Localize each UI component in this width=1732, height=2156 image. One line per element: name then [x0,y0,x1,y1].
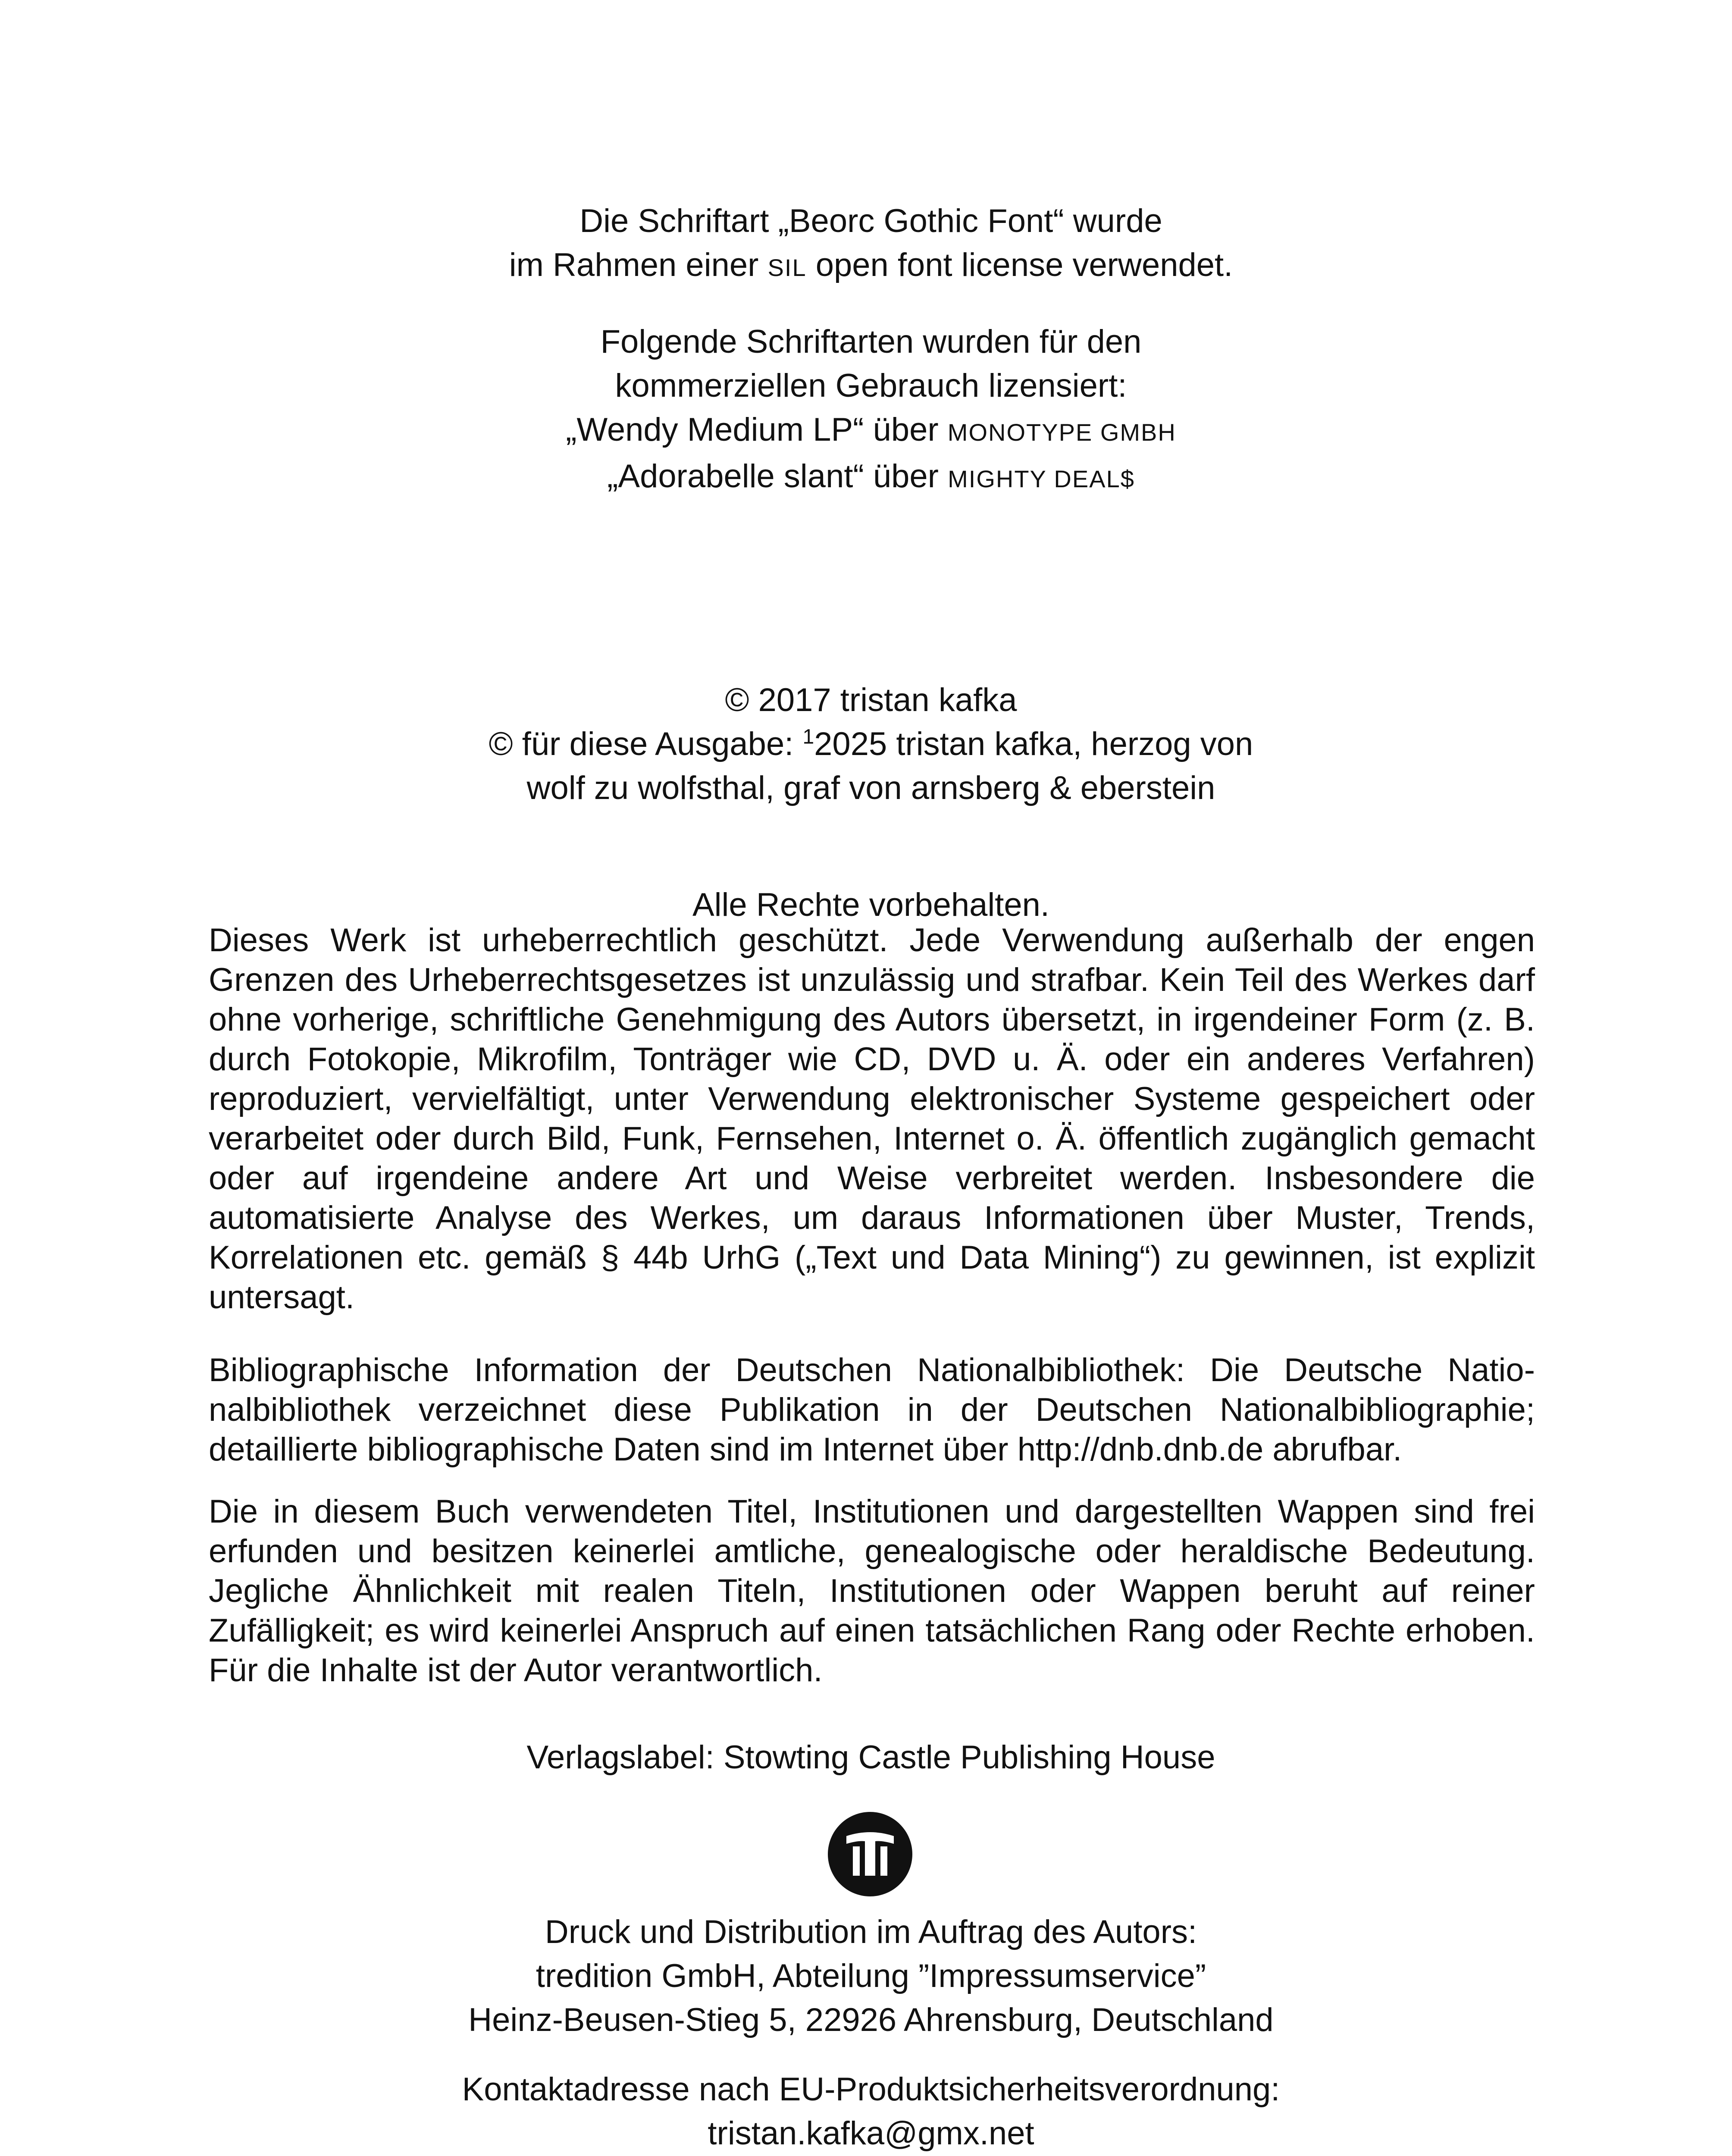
font-notice-text: im Rahmen einer [509,247,768,283]
footnote-marker: 1 [802,725,814,749]
publisher-logo-icon [827,1811,913,1897]
licensed-fonts [207,320,1535,501]
font-vendor: MONOTYPE GMBH [947,419,1176,446]
font-notice [207,199,1535,290]
copyright-text: 2025 tristan kafka, herzog von [814,726,1253,762]
licensed-font-entry [207,454,1535,501]
copyright-notice [207,678,1535,810]
font-notice-line [207,243,1535,290]
rights-heading: Alle Rechte vorbehalten. [692,887,1050,923]
bibliography-paragraph: Bibliographische Information der Deutschen Nationalbibliothek: Die Deutsche Nationalbibliothek verzeichnet diese Publikation in der Deutschen Nationalbibliographie; detaillierte bibliographische Daten sind im Internet über http://dnb.dnb.de abrufbar. [209,1352,1535,1468]
contact-line: Kontaktadresse nach EU-Produktsicherheitsverordnung: [462,2071,1280,2108]
license-name-smallcaps: SIL [767,254,807,281]
print-line: Heinz-Beusen-Stieg 5, 22926 Ahrensburg, Deutschland [468,2002,1274,2038]
contact-email: tristan.kafka@gmx.net [708,2115,1034,2152]
licensed-font-entry [207,408,1535,454]
font-vendor: MIGHTY DEAL$ [948,465,1135,492]
font-notice-line: Die Schriftart „Beorc Gothic Font“ wurde [579,203,1162,239]
contact-address [207,2068,1535,2156]
font-name: „Wendy Medium LP“ über [566,411,948,448]
font-name: „Adorabelle slant“ über [607,458,948,495]
print-line: tredition GmbH, Abteilung ”Impressumservice” [536,1958,1206,1994]
licensed-fonts-line: Folgende Schriftarten wurden für den [600,323,1142,360]
font-notice-text: open font license verwendet. [806,247,1233,283]
rights-paragraph: Dieses Werk ist urheberrechtlich geschützt. Jede Verwendung außerhalb der engen Grenzen des Urheberrechtsgesetzes ist unzulässig und strafbar. Kein Teil des Werkes darf ohne vorherige, schriftliche Genehmigung des Autors übersetzt, in irgendeiner Form (z. B. durch Fotokopie, Mikrofilm, Tonträger wie CD, DVD u. Ä. oder ein anderes Verfahren) reproduziert, vervielfältigt, unter Verwendung elektronischer Systeme gespeichert oder verarbeitet oder durch Bild, Funk, Fernsehen, Internet o. Ä. öffentlich zugänglich gemacht oder auf irgendeine andere Art und Weise verbreitet werden. Insbesondere die automatisierte Analyse des Werkes, um daraus Informationen über Muster, Trends, Korrelationen etc. gemäß § 44b UrhG („Text und Data Mining“) zu gewinnen, ist explizit untersagt. [209,922,1535,1316]
print-distribution [207,1910,1535,2042]
copyright-line [207,722,1535,766]
fiction-notice-paragraph: Die in diesem Buch verwendeten Titel, Institutionen und dargestellten Wappen sind frei erfunden und besitzen keinerlei amtliche, genealogische oder heraldische Bedeutung. Jegliche Ähnlichkeit mit realen Titeln, Institutionen oder Wappen beruht auf reiner Zufälligkeit; es wird keinerlei Anspruch auf einen tatsächlichen Rang oder Rechte erhoben. Für die Inhalte ist der Autor verantwortlich. [209,1493,1535,1689]
licensed-fonts-line: kommerziellen Gebrauch lizensiert: [615,367,1127,404]
print-line: Druck und Distribution im Auftrag des Autors: [545,1914,1197,1950]
copyright-line: © 2017 tristan kafka [725,682,1017,718]
copyright-text: © für diese Ausgabe: [489,726,803,762]
publisher-label: Verlagslabel: Stowting Castle Publishing House [526,1739,1215,1776]
copyright-line: wolf zu wolfsthal, graf von arnsberg & eberstein [526,770,1215,806]
